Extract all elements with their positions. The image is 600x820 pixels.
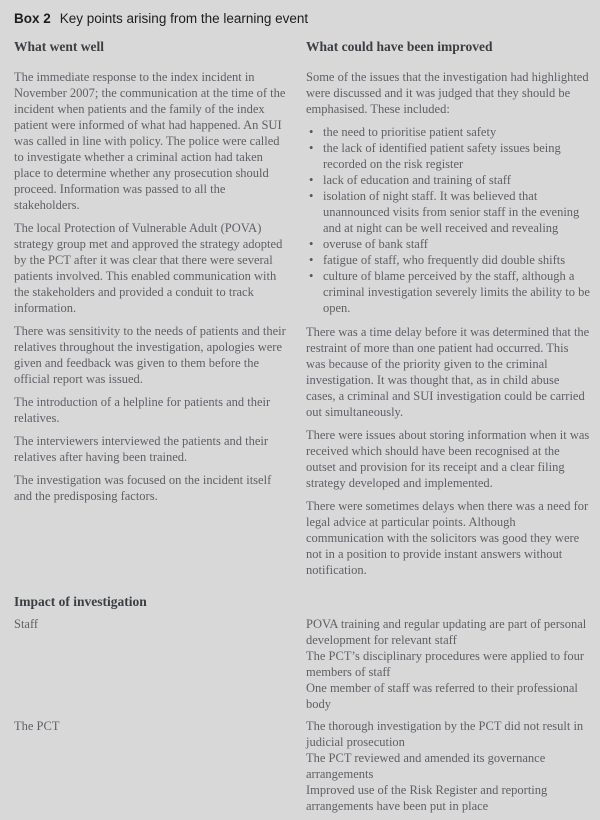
impact-item: Improved use of the Risk Register and reporting arrangements have been put in place	[306, 783, 548, 813]
impact-header: Impact of investigation	[14, 594, 147, 609]
paragraph: Some of the issues that the investigation had highlighted were discussed and it was judged that they should be emphasised. These included:	[306, 70, 589, 116]
impact-item: POVA training and regular updating are part of personal development for relevant staff	[306, 617, 587, 647]
impact-section	[14, 594, 590, 814]
bullet-item: • fatigue of staff, who frequently did double shifts	[306, 252, 590, 268]
column-what-went-well	[14, 39, 292, 578]
paragraph: The interviewers interviewed the patients and their relatives after having been trained.	[14, 434, 269, 464]
bullet-item: • lack of education and training of staff	[306, 172, 590, 188]
impact-item: One member of staff was referred to their professional body	[306, 681, 578, 711]
box-label: Box 2	[14, 11, 51, 26]
impact-row-pct	[14, 718, 590, 814]
paragraph: The immediate response to the index incident in November 2007; the communication at the time of the incident when patients and the family of the index patient were informed of what had happened. An SUI was called in line with policy. The police were called to investigate whether a criminal action had taken place to determine whether any prosecution should proceed. Information was passed to all the stakeholders.	[14, 70, 286, 212]
impact-item: The thorough investigation by the PCT did not result in judicial prosecution	[306, 719, 584, 749]
bullet-item: • isolation of night staff. It was believed that unannounced visits from senior staff in the evening and at night can be well received and revealing	[306, 188, 590, 236]
column-what-could-have-been-improved	[306, 39, 590, 578]
box-title-text: Key points arising from the learning event	[59, 11, 309, 26]
impact-items	[306, 616, 590, 712]
box-title	[14, 11, 590, 26]
impact-item: The PCT’s disciplinary procedures were applied to four members of staff	[306, 649, 585, 679]
bullet-list	[306, 124, 590, 316]
paragraph: The investigation was focused on the incident itself and the predisposing factors.	[14, 473, 272, 503]
impact-label: The PCT	[14, 719, 60, 733]
paragraph: There were issues about storing information when it was received which should have been recognised at the outset and provision for its receipt and a clear filing strategy developed and implemented.	[306, 428, 590, 490]
paragraph: There was sensitivity to the needs of patients and their relatives throughout the investigation, apologies were given and feedback was given to them before the official report was issued.	[14, 324, 286, 386]
two-column-body	[14, 39, 590, 578]
bullet-item: • overuse of bank staff	[306, 236, 590, 252]
impact-row-staff	[14, 616, 590, 712]
bullet-item: • the lack of identified patient safety issues being recorded on the risk register	[306, 140, 590, 172]
paragraph: There were sometimes delays when there was a need for legal advice at particular points. Although communication with the solicitors was good they were not in a position to provide instant answers without notification.	[306, 499, 589, 577]
paragraph: The local Protection of Vulnerable Adult (POVA) strategy group met and approved the strategy adopted by the PCT after it was clear that there were several patients involved. This enabled communication with the stakeholders and provided a conduit to track information.	[14, 221, 283, 315]
impact-label: Staff	[14, 617, 39, 631]
impact-item: The PCT reviewed and amended its governance arrangements	[306, 751, 546, 781]
column-header-left: What went well	[14, 39, 104, 54]
bullet-item: • the need to prioritise patient safety	[306, 124, 590, 140]
column-header-right: What could have been improved	[306, 39, 493, 54]
paragraph: There was a time delay before it was determined that the restraint of more than one patient had occurred. This was because of the priority given to the criminal investigation. It was thought that, as in child abuse cases, a criminal and SUI investigation could be carried out simultaneously.	[306, 325, 590, 419]
paragraph: The introduction of a helpline for patients and their relatives.	[14, 395, 271, 425]
bullet-item: • culture of blame perceived by the staff, although a criminal investigation severely limits the ability to be open.	[306, 268, 590, 316]
impact-items	[306, 718, 590, 814]
